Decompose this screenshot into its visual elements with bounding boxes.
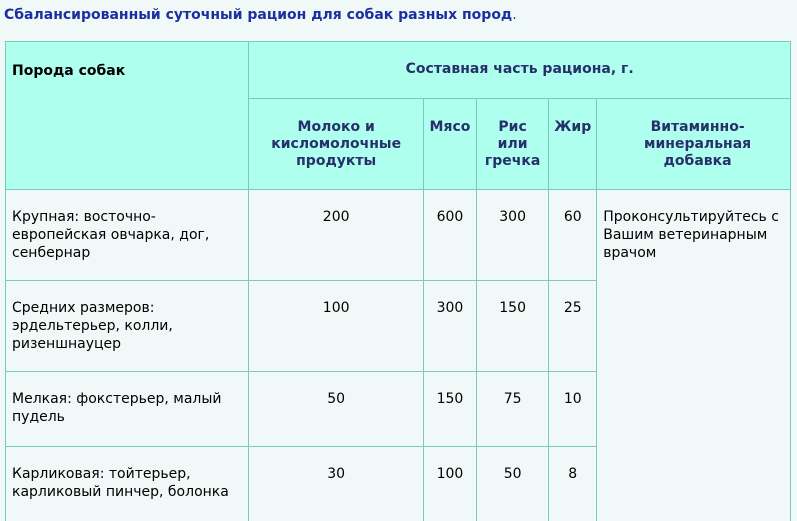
column-header-fat: Жир (549, 99, 597, 190)
fat-cell: 8 (549, 447, 597, 521)
meat-cell: 100 (424, 447, 477, 521)
meat-cell: 300 (424, 281, 477, 372)
meat-cell: 150 (424, 372, 477, 447)
breed-cell: Средних размеров: эрдельтерьер, колли, ризеншнауцер (6, 281, 249, 372)
ration-group-header: Составная часть рациона, г. (249, 42, 791, 99)
caption-period: . (512, 7, 517, 23)
meat-cell: 600 (424, 190, 477, 281)
fat-cell: 60 (549, 190, 597, 281)
table-row (6, 190, 791, 281)
column-header-meat: Мясо (424, 99, 477, 190)
rice-cell: 150 (476, 281, 548, 372)
milk-cell: 200 (249, 190, 424, 281)
header-row-1 (6, 42, 791, 99)
breed-cell: Карликовая: тойтерьер, карликовый пинчер, болонка (6, 447, 249, 521)
breed-cell: Крупная: восточно-европейская овчарка, дог, сенбернар (6, 190, 249, 281)
dog-diet-table (5, 41, 791, 521)
fat-cell: 10 (549, 372, 597, 447)
rice-cell: 75 (476, 372, 548, 447)
table-caption (4, 7, 517, 23)
milk-cell: 100 (249, 281, 424, 372)
milk-cell: 30 (249, 447, 424, 521)
column-header-vitamin: Витаминно-минеральная добавка (597, 99, 791, 190)
milk-cell: 50 (249, 372, 424, 447)
breed-cell: Мелкая: фокстерьер, малый пудель (6, 372, 249, 447)
rice-cell: 300 (476, 190, 548, 281)
column-header-milk: Молоко и кисломолочные продукты (249, 99, 424, 190)
vitamin-note-cell: Проконсультируйтесь с Вашим ветеринарным врачом (597, 190, 791, 521)
rice-cell: 50 (476, 447, 548, 521)
breed-column-header: Порода собак (6, 42, 249, 190)
fat-cell: 25 (549, 281, 597, 372)
caption-text: Сбалансированный суточный рацион для собак разных пород (4, 7, 513, 23)
column-header-rice: Рис или гречка (476, 99, 548, 190)
